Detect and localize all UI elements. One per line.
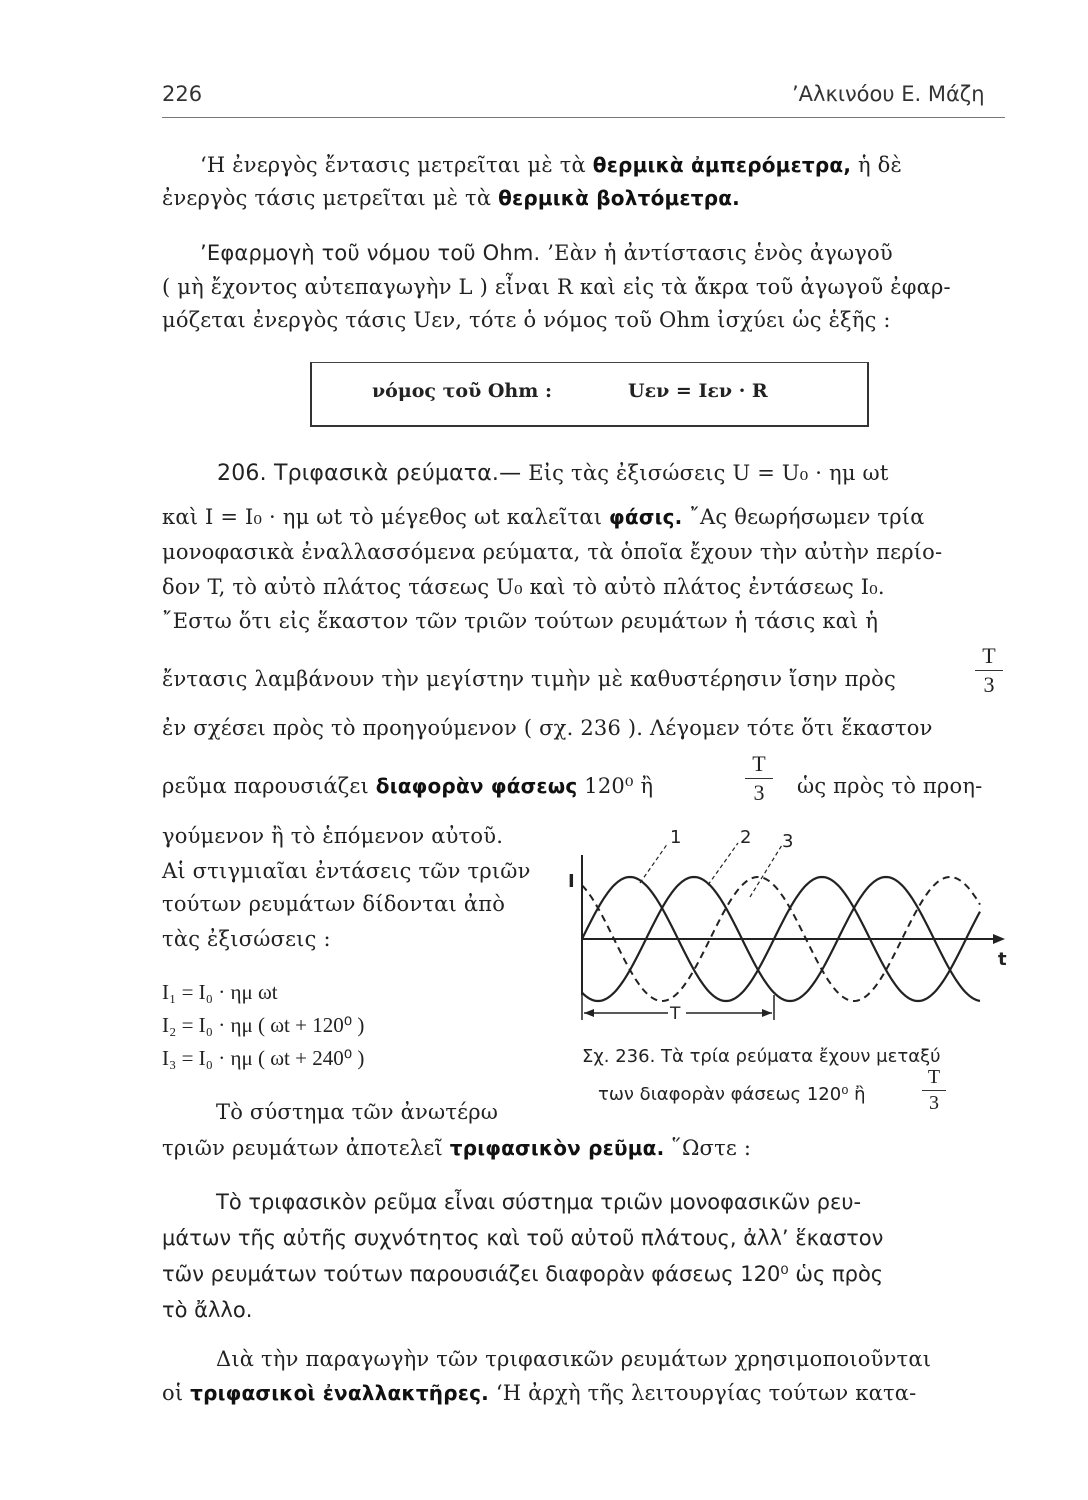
x-axis-label: t: [998, 949, 1007, 970]
figure-caption-line1: Σχ. 236. Τὰ τρία ρεύματα ἔχουν μεταξύ: [582, 1046, 941, 1067]
section-line7: ἐν σχέσει πρὸς τὸ προηγούμενον ( σχ. 236 ). Λέγομεν τότε ὅτι ἕκαστον: [162, 716, 933, 740]
closing-line1: Τὸ σύστημα τῶν ἀνωτέρω: [216, 1100, 499, 1124]
para1-line1: ‘Η ἐνεργὸς ἔντασις μετρεῖται μὲ τὰ θερμικὰ ἀμπερόμετρα, ἡ δὲ: [200, 153, 902, 177]
definition-line1: Τὸ τριφασικὸν ρεῦμα εἶναι σύστημα τριῶν μονοφασικῶν ρευ-: [216, 1190, 862, 1214]
ohm-line2: ( μὴ ἔχοντος αὐτεπαγωγὴν L ) εἶναι R καὶ εἰς τὰ ἄκρα τοῦ ἀγωγοῦ ἐφαρ-: [162, 275, 951, 299]
period-arrow-right: [762, 1009, 772, 1017]
section-line9: γούμενον ἢ τὸ ἑπόμενον αὐτοῦ.: [162, 824, 504, 848]
final-line2: οἱ τριφασικοὶ ἐναλλακτῆρες. ‘Η ἀρχὴ τῆς λειτουργίας τούτων κατα-: [162, 1381, 917, 1405]
section-line11: τούτων ρευμάτων δίδονται ἀπὸ: [162, 892, 506, 916]
header-rule: [162, 117, 1005, 118]
period-label: T: [670, 1004, 681, 1024]
fraction-t-over-3-a: T 3: [975, 643, 1003, 698]
curve-label-2: 2: [740, 827, 752, 848]
term-thermal-voltmeters: θερμικὰ βολτόμετρα.: [498, 186, 740, 210]
term-three-phase-current: τριφασικὸν ρεῦμα.: [449, 1136, 665, 1160]
section-line10: Αἱ στιγμιαῖαι ἐντάσεις τῶν τριῶν: [162, 859, 531, 883]
y-axis-label: I: [568, 871, 575, 892]
period-arrow-left: [584, 1009, 594, 1017]
section-line4: δον T, τὸ αὐτὸ πλάτος τάσεως U₀ καὶ τὸ αὐτὸ πλάτος ἐντάσεως I₀.: [162, 575, 885, 599]
section-line5: ῎Εστω ὅτι εἰς ἕκαστον τῶν τριῶν τούτων ρευμάτων ἡ τάσις καὶ ἡ: [162, 609, 879, 633]
ohm-law-formula: Uεν = Iεν · R: [628, 380, 768, 402]
ohm-line3: μόζεται ἐνεργὸς τάσις Uεν, τότε ὁ νόμος τοῦ Ohm ἰσχύει ὡς ἑξῆς :: [162, 308, 891, 332]
ohm-line1: ’Εφαρμογὴ τοῦ νόμου τοῦ Ohm. ’Εὰν ἡ ἀντίστασις ἑνὸς ἀγωγοῦ: [200, 241, 893, 265]
section-line2: καὶ I = I₀ · ημ ωt τὸ μέγεθος ωt καλεῖται φάσις. ῎Ας θεωρήσωμεν τρία: [162, 505, 925, 529]
section-line6: ἔντασις λαμβάνουν τὴν μεγίστην τιμὴν μὲ καθυστέρησιν ἴσην πρὸς: [162, 667, 896, 691]
ohm-law-label: νόμος τοῦ Ohm :: [372, 380, 552, 402]
section-line3: μονοφασικὰ ἐναλλασσόμενα ρεύματα, τὰ ὁποῖα ἔχουν τὴν αὐτὴν περίο-: [162, 540, 943, 564]
fraction-t-over-3-b: T 3: [745, 751, 773, 806]
caption-fraction: T 3: [922, 1066, 946, 1115]
closing-line2: τριῶν ρευμάτων ἀποτελεῖ τριφασικὸν ρεῦμα. ῞Ωστε :: [162, 1136, 752, 1160]
section-line1: 206. Τριφασικὰ ρεύματα.— Εἰς τὰς ἐξισώσεις U = U₀ · ημ ωt: [217, 461, 889, 486]
section-line8: ρεῦμα παρουσιάζει διαφορὰν φάσεως 120⁰ ἢ: [162, 774, 654, 798]
section-line12: τὰς ἐξισώσεις :: [162, 927, 331, 951]
ohm-heading: ’Εφαρμογὴ τοῦ νόμου τοῦ Ohm.: [200, 241, 541, 265]
x-axis-arrow: [993, 934, 1005, 944]
figure-caption-line2: των διαφορὰν φάσεως 120⁰ ἢ: [598, 1084, 866, 1105]
section-heading: 206. Τριφασικὰ ρεύματα.—: [217, 461, 522, 486]
equation-i1: I₁ = I₀ · ημ ωt: [162, 980, 278, 1004]
page-number: 226: [162, 82, 203, 106]
definition-line4: τὸ ἄλλο.: [162, 1298, 253, 1322]
curve-label-3: 3: [782, 831, 794, 852]
definition-line3: τῶν ρευμάτων τούτων παρουσιάζει διαφορὰν φάσεως 120⁰ ὡς πρὸς: [162, 1262, 884, 1286]
term-phase-difference: διαφορὰν φάσεως: [375, 774, 578, 798]
term-three-phase-alternators: τριφασικοὶ ἐναλλακτῆρες.: [190, 1381, 489, 1405]
definition-line2: μάτων τῆς αὐτῆς συχνότητος καὶ τοῦ αὐτοῦ πλάτους, ἀλλ’ ἕκαστον: [162, 1226, 884, 1250]
section-line8-end: ὡς πρὸς τὸ προη-: [797, 774, 983, 798]
leader-2: [708, 843, 738, 885]
term-phase: φάσις.: [609, 505, 683, 529]
leader-1: [640, 843, 668, 883]
term-thermal-ammeters: θερμικὰ ἀμπερόμετρα,: [592, 153, 852, 177]
equation-i2: I₂ = I₀ · ημ ( ωt + 120⁰ ): [162, 1013, 365, 1037]
para1-line2: ἐνεργὸς τάσις μετρεῖται μὲ τὰ θερμικὰ βολτόμετρα.: [162, 186, 740, 210]
running-title: ’Αλκινόου Ε. Μάζη: [792, 82, 985, 106]
equation-i3: I₃ = I₀ · ημ ( ωt + 240⁰ ): [162, 1046, 365, 1070]
figure-236: [560, 815, 1020, 1030]
curve-label-1: 1: [670, 827, 682, 848]
final-line1: Διὰ τὴν παραγωγὴν τῶν τριφασικῶν ρευμάτων χρησιμοποιοῦνται: [216, 1347, 932, 1371]
